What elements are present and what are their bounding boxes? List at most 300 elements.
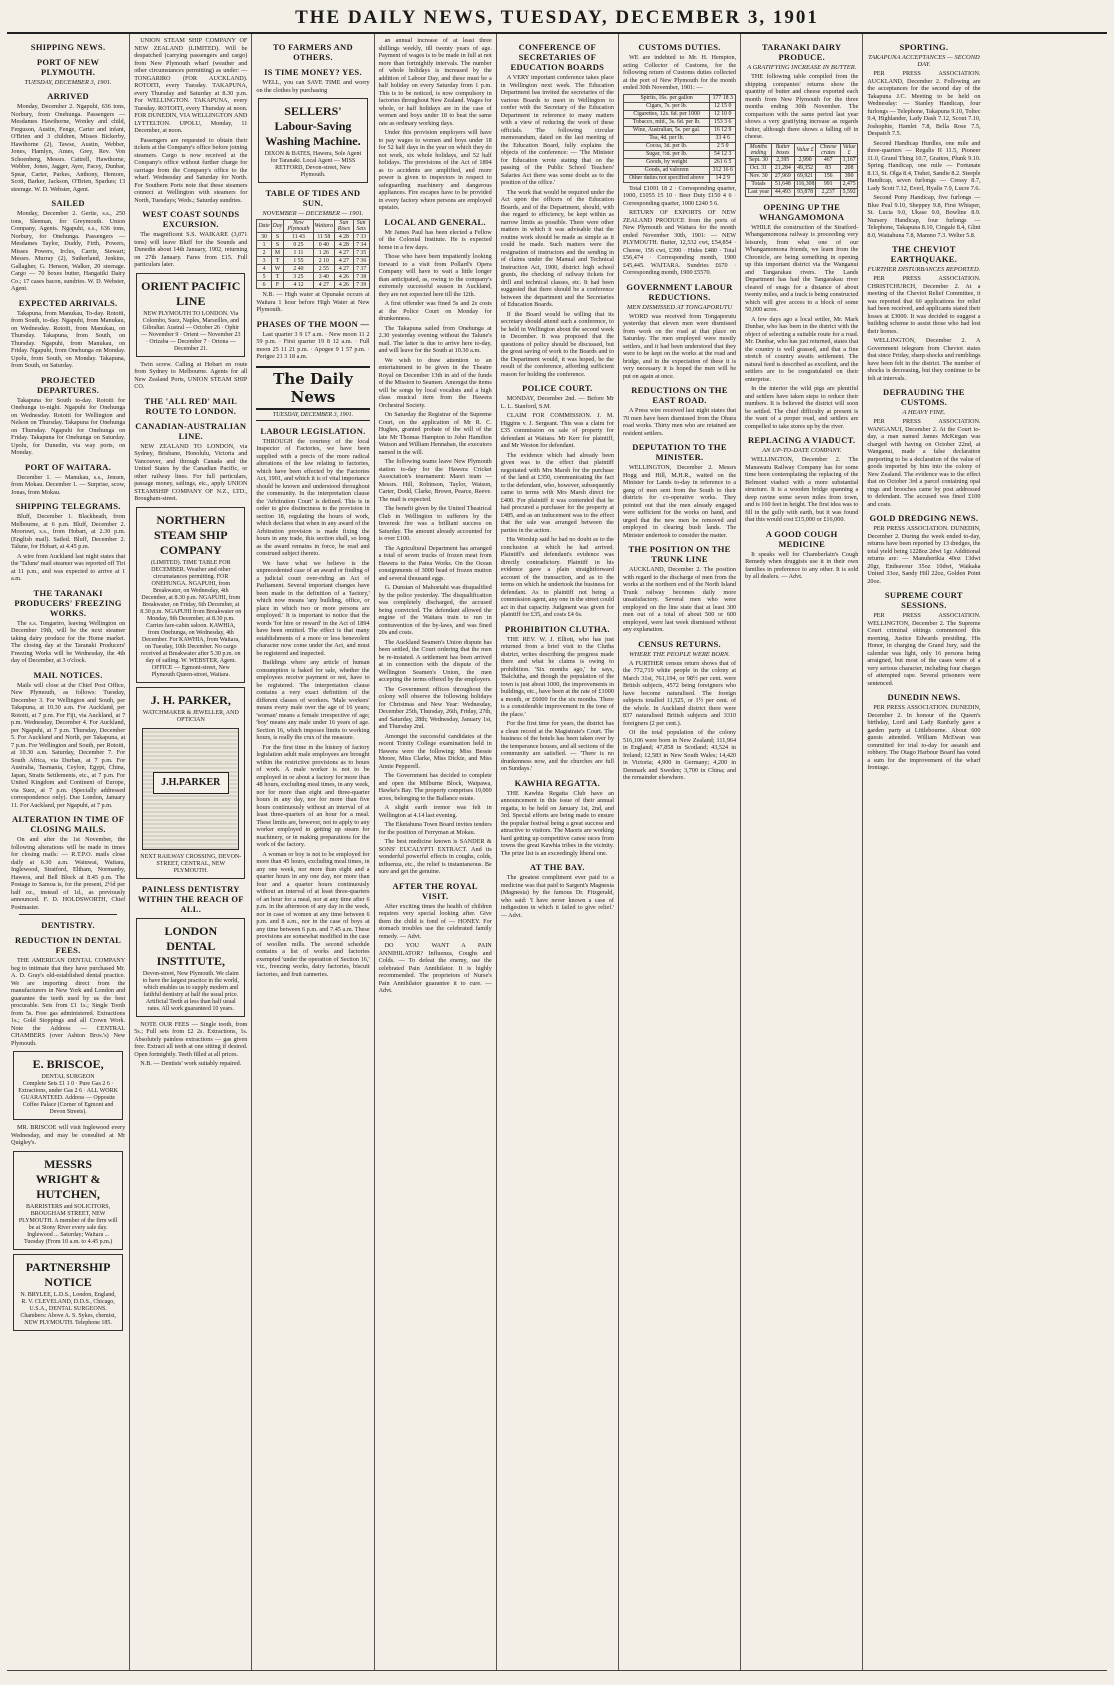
ad-body: DIXON & BATES, Hawera, Sole Agent for Taranaki. Local Agent — MISS RETFORD, Devon-street, New Plymouth. [264, 151, 362, 178]
table-cell: 30 [257, 233, 271, 241]
article-text: PER PRESS ASSOCIATION. DUNEDIN, December 2. In honour of the Queen's birthday, Lord and Lady Ranfurly gave a garden party at Littlebourne. About 600 guests attended. William McEwan was committed for trial to-day for assault and robbery. The Otago Harbour Board has voted a sum for the improvement of the wharf frontage. [867, 704, 981, 771]
section-heading: THE TARANAKI PRODUCERS' FREEZING WORKS. [14, 587, 122, 618]
article-text: WELLINGTON, December 2. A Government telegram from Cheviot states that since Friday, sharp shocks and rumblings have been felt in the district. The number of shocks is decreasing, but they continue to be felt at intervals. [867, 337, 981, 382]
table-cell: 2 5 0 [710, 142, 736, 150]
table-header-cell: Sun Sets [353, 220, 369, 233]
section-heading: ALTERATION IN TIME OF CLOSING MAILS. [12, 814, 125, 834]
table-cell: W [271, 265, 284, 273]
table-cell: 14 2 9 [710, 174, 736, 182]
table-cell: 3 40 [313, 273, 334, 281]
table-cell: Oct. 31 [746, 164, 772, 172]
article-text: N.B. — High water at Opunake occurs at Waitara 1 hour before High Water at New Plymouth. [256, 291, 370, 313]
article-text: The Auckland Seamen's Union dispute has been settled, the Court ordering that the men be re-instated. A settlement has been arrived at in connection with the dispute of the Wellington Seamen's Union, the men accepting the terms offered by the employers. [378, 638, 492, 683]
article-text: Last quarter 3 9 17 a.m. · New moon 11 2 59 p.m. · First quarter 19 8 12 a.m. · Full moon 25 11 21 p.m. · Apogee 9 1 57 p.m. · Perigee 21 3 18 a.m. [256, 330, 370, 360]
ad-title: MESSRS WRIGHT & HUTCHEN, [35, 1156, 101, 1201]
table-cell: 208 [840, 164, 857, 172]
section-heading: GOVERNMENT LABOUR REDUCTIONS. [626, 281, 733, 302]
table-cell: 4 26 [335, 273, 354, 281]
article-text: WELL, you can SAVE TIME and worry on the clothes by purchasing [256, 79, 370, 94]
article-text: Second Pony Handicap, five furlongs — Blue Peal 9.10, Sheppey 9.8, First Whisper, St. Lucia 9.0, Ukase 9.0, Bowline 8.9. Nursery Handicap, four furlongs — Telephone, Takapuna 8.10, Cingale 8.4, Glint 8.0, Waitahuna 7.8, Mamno 7.3. Welter 5.8. [867, 194, 981, 239]
column-5 [496, 34, 618, 1670]
section-heading: THE POSITION ON THE TRUNK LINE [628, 544, 731, 564]
article-text: A slight earth tremor was felt in Wellington at 4.14 last evening. [378, 804, 492, 819]
ad-title: LONDON DENTAL INSTITUTE, [156, 923, 225, 968]
article-text: The greatest compliment ever paid to a medicine was that paid to Sargent's Magnesia (Magnesia) by the famous Dr. Fitzgerald, who said: 'I have never known a case of indigestion in which it failed to give relief.' — Advt. [500, 874, 614, 919]
table-cell: 1 26 [313, 249, 334, 257]
tide-row [257, 249, 369, 257]
section-heading: ARRIVED [47, 91, 89, 101]
article-text: G. Dunstan of Mahoetahi was disqualified by the police yesterday. The disqualification was completely discharged, the accused being convicted. The defendant allowed the engine of the Waitara train to run in contravention of the by-laws, and was fined 20s and costs. [378, 584, 492, 636]
duty-row [623, 134, 735, 142]
table-cell: S [271, 233, 284, 241]
article-text: WE are indebted to Mr. H. Hempton, acting Collector of Customs, for the following return of Customs duties collected at the port of New Plymouth for the month ended 30th November, 1901: — [622, 54, 737, 91]
table-cell: 0 25 [284, 241, 313, 249]
table-cell: M [271, 249, 284, 257]
table-header-cell: Cheese crates [816, 143, 841, 156]
shop-sign: J.H.PARKER [153, 772, 229, 794]
table-cell: 11 58 [313, 233, 334, 241]
section-heading: KAWHIA REGATTA. [514, 777, 601, 788]
table-cell: 4 27 [335, 265, 354, 273]
section-heading: SHIPPING TELEGRAMS. [15, 501, 121, 511]
table-cell: 2 [257, 249, 271, 257]
section-heading: AT THE BAY. [529, 862, 585, 872]
table-cell: T [271, 273, 284, 281]
section-heading: TABLE OF TIDES AND SUN. [265, 188, 361, 208]
table-cell: 7 33 [353, 233, 369, 241]
ad-body: BROUGHAM STREET, NEW PLYMOUTH. A member of the firm will be at Stony River every sale day. Inglewood ... Saturday; Waitara ... Tuesday (From 10 a.m. to 4.45 p.m.) [18, 1210, 118, 1245]
ad-body: Devon-street, New Plymouth. We claim to have the largest practice in the world, which enables us to supply modern and faithful dentistry at half the usual price. Artificial Teeth at less than half usual rates. All work guaranteed 10 years. [142, 970, 239, 1012]
section-heading: CUSTOMS DUTIES. [638, 42, 721, 52]
section-heading: TARANAKI DAIRY PRODUCE. [761, 42, 842, 62]
article-text: MONDAY, December 2nd. — Before Mr L. L. Stanford, S.M. [500, 395, 614, 410]
ad-title: NORTHERN STEAM SHIP COMPANY [153, 512, 228, 557]
article-text: A first offender was fined 5s and 2s costs at the Police Court on Monday for drunkenness. [378, 300, 492, 322]
table-cell: 49,352 [794, 164, 816, 172]
table-cell: Goods, by weight [623, 158, 709, 166]
table-cell: Tea, 4d. per lb. [623, 134, 709, 142]
duty-row [623, 158, 735, 166]
article-text: RETURN OF EXPORTS OF NEW ZEALAND PRODUCE from the ports of New Plymouth and Waitara for the month ended November 30th, 1901: — NEW PLYMOUTH. Butter, 12,532 cwt, £54,854 · Cheese, 156 cwt, £390 · Hides £480 · Total £56,474 · Corresponding month, 1900 £45,445. WAITARA. Sundries £670 · Corresponding month, 1900 £5570. [622, 209, 737, 276]
section-subheading: TAKAPUNA ACCEPTANCES — SECOND DAY. [868, 54, 980, 68]
table-cell: 261 6 5 [710, 158, 736, 166]
tide-row [257, 257, 369, 265]
article-text: If the Board would be willing that its secretary should attend such a conference, to be held in Wellington about the second week in December. It was proposed that the questions of policy should be discussed, but the great saving of work to the Boards and to the Department would, it was hoped, be the result of the conference, affording sufficient reason for holding the conference. [500, 310, 614, 378]
table-header-cell: Value £ [794, 143, 816, 156]
customs-duties-body [623, 94, 735, 182]
shopfront-illustration [142, 728, 239, 850]
table-cell: 991 [816, 180, 841, 188]
table-cell: 156 [816, 172, 841, 180]
table-cell: 153 3 6 [710, 118, 736, 126]
ad-title: ORIENT PACIFIC LINE [141, 278, 241, 308]
article-text: It speaks well for Chamberlain's Cough Remedy when druggists use it in their own families in preference to any other. It is sold by all dealers. — Advt. [745, 550, 859, 580]
article-text: NOTE OUR FEES — Single tooth, from 5s.; Full sets from £2 2s. Extractions, 1s. Absolutely painless extractions — gas given free. Extract all teeth at one sitting if desired. Open fortnightly. Teeth filled at all prices. [134, 1020, 248, 1058]
section-heading: LOCAL AND GENERAL. [384, 216, 486, 227]
table-cell: 7 34 [353, 241, 369, 249]
ad-body: NEW PLYMOUTH TO LONDON. Via Colombo, Suez, Naples, Marseilles, and Gibraltar. Austral — October 26 · Ophir — November 9 · Orient — November 23 · Orizaba — December 7 · Ortona — December 21. [141, 310, 241, 352]
newspaper-nameplate: The Daily News [256, 366, 369, 410]
columns [7, 34, 1107, 1671]
advertisement [258, 98, 367, 183]
tide-row [257, 233, 369, 241]
dairy-row [746, 164, 858, 172]
duty-row [623, 118, 735, 126]
duty-row [623, 110, 735, 118]
article-text: PER PRESS ASSOCIATION. AUCKLAND, December 2. Following are the acceptances for the second day of the Takapuna J.C. Meeting to be held on Wednesday: — Stanley Handicap, four furlongs — Telephone, Takapuna 9.10, Toltec 9.4, Highlander, Lady Dash 7.12, Scout 7.10, Joshophie, Hamlet 7.8, Bella Rose 7.5, Despatch 7.5. [867, 70, 981, 137]
section-heading: REDUCTIONS ON THE EAST ROAD. [631, 385, 728, 405]
section-subheading: A HEAVY FINE. [902, 409, 946, 416]
table-cell: 177 18 3 [710, 94, 736, 102]
table-cell: 467 [816, 156, 841, 164]
article-text: Twin screw. Calling at Hobart en route from Sydney to Melbourne. Agents for all New Zealand Ports, UNION STEAM SHIP CO. [134, 360, 248, 390]
dairy-row [746, 180, 858, 188]
duty-row [623, 142, 735, 150]
table-cell: 4 28 [335, 241, 354, 249]
table-header-cell: Date [257, 220, 271, 233]
section-heading: LABOUR LEGISLATION. [260, 425, 366, 436]
article-text: an annual increase of at least three shillings weekly, till twenty years of age. Payment of wages is to be made in full at not more than fortnightly intervals. The number of whole holidays is increased by the addition of Labour Day, and these must be a half holiday on every Saturday from 1 p.m. This is to be noticed, is now compulsory in factories throughout New Zealand. Wages for whole, or half holidays are in the case of women and boys under 18 to beat the same rate as ordinary working days. [378, 37, 492, 127]
ad-body: (LIMITED). TIME TABLE FOR DECEMBER. Weather and other circumstances permitting. FOR ONEHUNGA. NGAPUHI, from Breakwater, on Wednesday, 4th December, at 8.30 p.m. NGAPUHI, from Breakwater, on Friday, 6th December, at 8.30 p.m. NGAPUHI from Breakwater on Monday, 9th December, at 8.30 p.m. Carries fare-cabin saloon. KAWHIA, from Onehunga, on Wednesday, 4th December. For KAWHIA, from Waitara, on Tuesday, 10th December. No cargo received at Breakwater after 5.30 p.m. on day of sailing. W. WEBSTER, Agent. OFFICE — Egmont-street, New Plymouth Queen-street, Waitara. [140, 559, 242, 678]
article-text: THE REV. W. J. Elliott, who has just returned from a brief visit to the Clutha district, writes describing the progress made there and what he claims is owing to prohibition. 'Six months ago,' he says, 'Balclutha, and though the population of the town is just about 1000, the improvements in buildings, etc., have been at the rate of £1000 a month, or £6000 for the six months. There is a considerable improvement in the tone of the place.' [500, 635, 614, 718]
column-2 [129, 34, 251, 1670]
article-text: Monday, December 2. Gertie, s.s., 250 tons, Sleeman, for Greymouth. Union Company, Agents. Ngapuhi, s.s., 636 tons, Norbury, for Onehunga. Passengers — Mesdames Taylor, Duddy, Firth, Powers, Misses Powers, Ircles, Carrie, Stewart; Messrs. Murray (2), Sutherland, Jenkins, Gallagher, G. Henson, Walker, 20 steerage. Cargo — 70 boxes butter, Hangatiki Dairy Co.; 17 cases bacon, sundries. W. D. Webster, Agent. [11, 210, 126, 292]
table-cell: 11 43 [284, 233, 313, 241]
article-text: DO YOU WANT A PAIN ANNIHILATOR? Influenza, Coughs and Colds. — To defeat the enemy, use the celebrated Pain Annihilator. It is highly recommended. The proprietors of Nurse's Pain Annihilator guarantee it to cure. — Advt. [378, 942, 492, 994]
table-cell: 4 26 [335, 281, 354, 289]
ad-subtitle: DENTAL SURGEON [41, 1074, 95, 1080]
table-cell: 83 [816, 164, 841, 172]
section-heading: SHIPPING NEWS. [30, 42, 106, 52]
table-header-cell: Butter boxes [771, 143, 794, 156]
article-date: TUESDAY, DECEMBER 3, 1901. [24, 79, 112, 86]
table-cell: 16 12 9 [710, 126, 736, 134]
table-cell: 7 38 [353, 273, 369, 281]
section-heading: GOLD DREDGING NEWS. [869, 513, 979, 523]
article-text: WELLINGTON, December 2. The Manawatu Railway Company has for some time been contemplating the replacing of the Belmont viaduct with a more substantial structure. It is a wooden bridge spanning a deep ravine some seven miles from town, and is 160 feet in height. The first idea was to fill in the gully with earth, but it was found that this would cost £15,000 or £16,000. [745, 456, 859, 523]
table-cell: 4 27 [335, 249, 354, 257]
article-text: MR. BRISCOE will visit Inglewood every Wednesday, and may be consulted at Mr Quigley's. [11, 1124, 126, 1146]
section-heading: REDUCTION IN DENTAL FEES. [15, 935, 122, 955]
advertisement [13, 1254, 123, 1331]
article-text: A woman or boy is not to be employed for more than 45 hours, excluding meal times, in any one week, nor more than eight and a quarter hours in any one day, nor more than four and a quarter hours continuously without an interval of at least three-quarters of an hour for a meal, nor at any time after 6 p.m. in the afternoon of any day in the week, nor in case of women at any time between 6 p.m. and 8 a.m., nor in the case of boys at any time between 6 p.m. and 7.45 a.m. These provisions are somewhat modified in the case of woollen mills. The second schedule contains a list of works and factories exempted 'under the operation of Section 16,' viz., freezing works, dairy factories, biscuit factories, and fruit canneries. [256, 850, 370, 978]
section-heading: DEFRAUDING THE CUSTOMS. [883, 387, 965, 407]
table-cell: 4 27 [313, 281, 334, 289]
table-cell: 51,648 [771, 180, 794, 188]
table-cell: 2,990 [794, 156, 816, 164]
tide-table [256, 219, 369, 289]
article-text: THE AMERICAN DENTAL COMPANY beg to intimate that they have purchased Mr. A. D. Gray's old-established dental practice. We are importing direct from the manufacturers in New York and London and guarantee the teeth used by us the best procurable. Sets from £1 1s.; Single Tooth from 5s. Free gas administered. Extractions 1s.; Gold Stoppings and all Crown Work. Note the Address — CENTRAL CHAMBERS (over Ashton Bros.'s) New Plymouth. [11, 957, 126, 1047]
dairy-produce-table [745, 143, 858, 197]
section-heading: A GOOD COUGH MEDICINE [765, 528, 838, 549]
article-text: Mr James Paul has been elected a Fellow of the Colonial Institute. He is expected home in a few days. [378, 228, 492, 251]
table-header-cell: Months ending [746, 143, 772, 156]
table-cell: 3 [257, 257, 271, 265]
table-header-cell: Value £ [840, 143, 857, 156]
article-text: We wish to draw attention to an entertainment to be given in the Theatre Royal on December 13th in aid of the funds of the Mission to Seamen. Amongst the items will be songs by local vocalists and a high class musical item from the Hawera Orchestral Society. [378, 356, 492, 409]
table-cell: 69,921 [794, 172, 816, 180]
tide-row [257, 265, 369, 273]
section-heading: SAILED [51, 198, 85, 208]
table-cell: 1 11 [284, 249, 313, 257]
advertisement [13, 1151, 123, 1250]
section-heading: PROHIBITION CLUTHA. [504, 623, 610, 634]
section-heading: OPENING UP THE WHANGAMOMONA [759, 201, 845, 222]
section-heading: DUNEDIN NEWS. [887, 692, 961, 702]
article-text: Takapuna, from Manukau, To-day. Rotoiti, from South, to-day. Ngapuhi, from Manukau, on Wednesday. Rotoiti, from Manukau, on Thursday. Takapuna, from South, on Thursday. Ngapuhi, from Manukau, on Friday. Ngapuhi, from Onehunga on Monday. Upolu, from South, on Monday. Takapuna, from South, on Saturday. [11, 309, 126, 369]
article-text: CLAIM FOR COMMISSION. J. M. Higgins v. J. Sergeant. This was a claim for £35 commission on sale of property for defendant at Waitara. Mr Kerr for plaintiff, and Mr Weston for defendant. [500, 412, 614, 449]
table-cell: Nov. 30 [746, 172, 772, 180]
customs-duties-table [623, 94, 736, 183]
divider [19, 914, 117, 915]
section-heading: PORT OF NEW PLYMOUTH. [36, 57, 100, 77]
table-cell: 7 39 [353, 281, 369, 289]
ad-body: N. BRYLEE, L.D.S., London, England, R. V. CLEVELAND, D.D.S., Chicago, U.S.A., DENTAL SURGEONS. Chambers: Above A. S. Sykes, chemist, NEW PLYMOUTH. Telephone 185. [20, 1291, 116, 1326]
article-text: The best medicine known is SANDER & SONS' EUCALYPTI EXTRACT. And its wonderful powerful effects in coughs, colds, influenza, etc., the relief is instantaneous. Be sure and get the genuine. [378, 838, 492, 875]
article-text: Takapuna for South to-day. Rotoiti for Onehunga to-night. Ngapuhi for Onehunga on Wednesday. Rotoiti for Wellington and Nelson on Thursday. Takapuna for Onehunga on Thursday. Ngapuhi for Onehunga on Friday. Takapuna for Onehunga on Saturday. Upolu, for Dunedin, via way ports, on Monday. [11, 396, 126, 456]
table-cell: 93,878 [794, 188, 816, 196]
column-4 [374, 34, 496, 1670]
table-cell: Last year [746, 188, 772, 196]
table-cell: 1,167 [840, 156, 857, 164]
article-text: Second Handicap Hurdles, one mile and three-quarters — Regalis II 11.5, Pioneer 11.0, Grand Thing 10.7, Gratton, Plunk 9.10. Spring Handicap, one mile — Fortunate 8.13, St. Olga 8.4, Tiuhei, Sandie 8.2. Steeple Handicap, seven furlongs — Cressy 8.7, Lady Scott 7.12, Everl, Hyalis 7.9, Lucre 7.6. [867, 139, 981, 192]
section-heading: CENSUS RETURNS. [638, 638, 721, 649]
table-header-cell: New Plymouth [284, 220, 313, 233]
ad-footer: NEXT RAILWAY CROSSING, DEVON-STREET, CENTRAL, NEW PLYMOUTH. [140, 853, 242, 874]
table-cell: 312 16 6 [710, 166, 736, 174]
table-cell: 21,284 [771, 164, 794, 172]
article-text: NEW ZEALAND TO LONDON, via Sydney, Brisbane, Honolulu, Victoria and Vancouver, and through Canada and the United States by the Canadian Pacific, or other railway lines. For full particulars, passage money, sailings, etc., apply UNION STEAMSHIP COMPANY OF N.Z., LTD., Brougham-street. [134, 442, 248, 502]
table-cell: Spirits, 16s. per gallon [623, 94, 709, 102]
article-text: Mails will close at the Chief Post Office, New Plymouth, as follows: Tuesday, December 3. For Wellington and South, per Takapuna, at 10.30 a.m. For Auckland, per Rotoiti, at 7 p.m. For Fiji, via Auckland, at 7 p.m. Wednesday, December 4. For Auckland, per Ngapuhi, at 7 p.m. Thursday, December 5. For Auckland and North, per Takapuna, at 7 p.m. For Wellington and South, per Rotoiti, at 10.30 a.m. Saturday, December 7. For South Africa, via Durban, at 7 p.m. For Australia, Tasmania, Ceylon, Egypt, China, Japan, Straits Settlements, etc., at 7 p.m. For United Kingdom and Continent of Europe, via Suez, at 7 p.m. (Specially addressed correspondence only). Due London, January 11. For Auckland, per Ngapuhi, at 7 p.m. [11, 681, 126, 809]
table-cell: Cigars, 7s. per lb. [623, 102, 709, 110]
ad-title: PARTNERSHIP NOTICE [25, 1259, 111, 1289]
table-subtitle: NOVEMBER — DECEMBER — 1901. [262, 210, 364, 217]
section-heading: AFTER THE ROYAL VISIT. [392, 880, 478, 901]
table-cell: Wine, Australian, 5s. per gal. [623, 126, 709, 134]
table-cell: 116,308 [795, 181, 815, 187]
section-subheading: MEN DISMISSED AT TONGAPORUTU [626, 303, 733, 311]
advertisement [136, 507, 245, 683]
duty-row [623, 150, 735, 158]
section-heading: DENTISTRY. [41, 920, 95, 930]
table-cell: Goods, ad valorem [623, 166, 709, 174]
tide-table-header [257, 220, 369, 233]
table-cell: Cocoa, 3d. per lb. [623, 142, 709, 150]
table-cell: Other duties not specified above [623, 174, 709, 182]
article-text: N.B. — Dentists' work suitably repaired. [140, 1060, 242, 1067]
section-heading: SUPREME COURT SESSIONS. [884, 590, 963, 610]
article-text: WHILE the construction of the Stratford-Whangamomona railway is proceeding very leisurely, from what one of our Whangamomona friends, we learn from the Chronicle, are being something in opening up this important district via the Wanganui and Tangarakau rivers. The Lands Department has had the Tangarakau river cleared of snags for a distance of about twenty miles, and a track is being constructed which will give access to a block of some 50,000 acres. [745, 223, 859, 313]
section-heading: REPLACING A VIADUCT. [747, 435, 856, 445]
section-heading: MAIL NOTICES. [33, 669, 103, 680]
tide-row [257, 281, 369, 289]
table-cell: 54 12 3 [710, 150, 736, 158]
duty-row [623, 166, 735, 174]
article-text: For the first time for years, the district has a clean record at the Magistrate's Court. The business of the hotels has been taken over by the temperance houses, and all sections of the community are satisfied. — 'There is no drunkenness now, and the churches are full on Sundays.' [500, 720, 614, 772]
section-heading: DEPUTATION TO THE MINISTER. [632, 442, 727, 462]
table-cell: 2 10 [313, 257, 334, 265]
table-cell: 2 55 [313, 265, 334, 273]
article-text: Of the total population of the colony 516,106 were born in New Zealand; 111,964 in England; 47,858 in Scotland; 43,524 in Ireland; 12,583 in New South Wales; 14,420 in Victoria; 4,900 in Germany; 4,200 in Denmark and Sweden; 3,700 in China; and the remainder elsewhere. [622, 729, 737, 781]
section-heading: CONFERENCE OF SECRETARIES OF EDUCATION BOARDS [510, 42, 605, 72]
table-cell: 6 [257, 281, 271, 289]
article-text: In the interior the wild pigs are plentiful and settlers have taken steps to reduce their numbers. It is believed the district will soon be settled. The chief difficulty at present is the want of a proper road, and settlers are compelled to take stores up by the river. [745, 385, 859, 430]
tide-table-body [257, 233, 369, 289]
table-cell: 7 37 [353, 265, 369, 273]
table-cell: 2 40 [284, 265, 313, 273]
table-cell: 44,493 [771, 188, 794, 196]
column-8 [862, 34, 984, 1670]
section-heading: THE CHEVIOT EARTHQUAKE. [890, 244, 958, 264]
table-cell: 4 12 [284, 281, 313, 289]
dairy-row [746, 172, 858, 180]
article-text: WELLINGTON, December 2. Messrs Hogg and Hill, M.H.R., waited on the Minister for Lands to-day in reference to a gang of men sent from the South to their districts for co-operative works. They pointed out that the men already engaged were sufficient for the works on hand, and urged that the new men be removed and employed in clearing bush lands. The Minister undertook to consider the matter. [622, 464, 737, 539]
section-heading: POLICE COURT. [522, 383, 593, 393]
section-heading: CANADIAN-AUSTRALIAN LINE. [135, 420, 247, 441]
article-text: Monday, December 2. Ngapuhi, 636 tons, Norbury, from Onehunga. Passengers — Mesdames Hawthorne, Wonley and child, Ferguson, Austin, Fenge, Carter and infant, O'Brien and 3 children, Misses Bickerby, Hawthorne (2), Tawse, Austin, Webber, Jones, Hamlyn, Ames, Grey, Rev. Von Schoenberg, Messrs. Cattrell, Hawthorne, Webber, Jones, Jagger, Ayre, Facey, Dunbar, Spear, Carter, Parkes, Anthony, Hemore, Scott, Barker, Jackson, O'Brien, Sparkes; 13 steerage. W. D. Webster, Agent. [11, 103, 126, 193]
dairy-row [746, 156, 858, 164]
table-cell: 4 28 [335, 233, 354, 241]
article-text: PER PRESS ASSOCIATION. CHRISTCHURCH, December 2. At a meeting of the Cheviot Relief Committee, it was reported that 60 applications for relief had been received, and applicants stated their losses at £3000. It was decided to suggest a building scheme to assist those who had lost their homes. [867, 275, 981, 335]
edition-date: TUESDAY, DECEMBER 3, 1901. [256, 412, 369, 421]
masthead-title: THE DAILY NEWS, TUESDAY, DECEMBER 3, 1901 [7, 6, 1107, 34]
ad-title: E. BRISCOE, [32, 1057, 104, 1071]
table-cell: 5 [257, 273, 271, 281]
article-text: The Agricultural Department has arranged a total of seven trucks of frozen meat from Hawera to the Patea Works. On the Ocean consignments of 3000 head of frozen mutton and several thousand eggs. [378, 544, 492, 582]
table-cell: Cigarettes, 12s. 6d. per 1000 [623, 110, 709, 118]
table-cell: 7 35 [353, 249, 369, 257]
advertisement [136, 273, 245, 357]
ad-subtitle: WATCHMAKER & JEWELLER, AND OPTICIAN [142, 709, 239, 723]
ad-body: Complete Sets £1 1 0 · Pure Gas 2 6 · Extractions, under Gas 2 6 · ALL WORK GUARANTEED. Address — Opposite Coffee Palace (Corner of Egmont and Devon Streets). [18, 1081, 118, 1115]
article-text: The following teams leave New Plymouth station to-day for the Hawera Cricket Association's tournament: Maori team — Messrs. Hill, Robinson, Taylor, Watson, Carter, Dodd, Clarke, Brown, Pearce, Reeve. The mail is expected. [378, 458, 492, 503]
table-cell: Tobacco, mfd., 3s. 6d. per lb. [623, 118, 709, 126]
newspaper-page [7, 6, 1107, 1672]
article-text: AUCKLAND, December 2. The position with regard to the discharge of men from the works at the northern end of the North Island Trunk railway becomes daily more unsatisfactory. Several men who were employed on the line state that at least 300 men out of a total of about 500 or 600 employed, were last week dismissed without any explanation. [622, 566, 737, 633]
table-header-cell: Sun Rises [335, 220, 354, 233]
section-subheading: WHERE THE PEOPLE WERE BORN. [629, 650, 730, 658]
section-subheading: A GRATIFYING INCREASE IN BUTTER. [747, 64, 857, 71]
article-text: Total £1091 18 2 · Corresponding quarter, 1900, £1055 15 10 · Beer Duty £150 4 6 · Corresponding quarter, 1900 £240 5 6. [622, 184, 737, 207]
column-1 [7, 34, 129, 1670]
column-3 [251, 34, 373, 1670]
table-cell: Sept. 30 [746, 156, 772, 164]
duty-row [623, 126, 735, 134]
table-header-cell: Day [271, 220, 284, 233]
section-heading: IS TIME MONEY? YES. [264, 67, 362, 77]
article-text: Amongst the successful candidates at the recent Trinity College examination held in Hawera were the following: Miss Bessie Moore, Miss Clarke, Miss Dickie, and Miss Annie Pepperell. [378, 732, 492, 770]
article-text: PER PRESS ASSOCIATION. DUNEDIN, December 2. During the week ended to-day, returns have been reported by 13 dredges, the total yield being 1228oz 2dwt 1gr. Additional returns are: — Manuherikia 40oz 13dwt 20gr, Endeavour 35oz 10dwt, Waikaka United 33oz, Sandy Hill 22oz, Golden Point 20oz. [867, 525, 981, 585]
article-text: WORD was received from Tongaporutu yesterday that eleven men were dismissed from work on the road at that place on Saturday. The men employed were mostly settlers, and it had been understood that they were to be kept on the works at the road and bridge, and in the expectation of these it is very necessary it is hoped the men will be put on again at once. [622, 312, 737, 380]
article-text: A wire from Auckland last night states that the 'Talune' mail steamer was reported off Tiri at 11 p.m., and was expected to arrive at 1 a.m. [11, 552, 126, 582]
article-text: The Eketahuna Town Board invites tenders for the position of Ferryman at Mokau. [378, 821, 492, 836]
section-heading: EXPECTED ARRIVALS. [18, 297, 118, 308]
article-text: The Takapuna sailed from Onehunga at 2.30 yesterday evening without the Talune's mail. The latter is due to arrive here to-day, and will leave for the South at 10.30 a.m. [378, 324, 492, 354]
table-cell: 7 36 [353, 257, 369, 265]
table-cell: T [271, 257, 284, 265]
tide-row [257, 273, 369, 281]
section-heading: THE 'ALL RED' MAIL ROUTE TO LONDON. [144, 395, 238, 416]
article-text: THE Kawhia Regatta Club have an announcement in this issue of their annual regatta, to be held on January 1st, 2nd, and 3rd. Special efforts are being made to ensure the popular festival being a great success and attractive to visitors. The Maoris are working hard getting up competitive canoe races from towns the great Kawhia tribes in the vicinity. The prize list is an exceedingly liberal one. [500, 789, 614, 857]
article-text: For the first time in the history of factory legislation adult male employees are brought within the restrictive provisions as to hours of work. A male worker is not to be employed in or about a factory for more than 48 hours, excluding meal times, in any week, nor for more than eight and three-quarter hours in any day, nor for more than five hours continuously without an interval of at least three-quarters of an hour for a meal. These limits are, however, not to apply to any worker employed in getting up steam for machinery, or in making preparations for the work of the factory. [256, 743, 370, 848]
table-cell: S [271, 241, 284, 249]
table-cell: 27,969 [771, 172, 794, 180]
section-heading: WEST COAST SOUNDS EXCURSION. [142, 209, 240, 229]
article-text: The benefit given by the United Theatrical Club in Wellington to sufferers by the Inveresk fire was a brilliant success on Saturday. The amount already accounted for is over £100. [378, 505, 492, 542]
duty-row [623, 174, 735, 182]
section-heading: TO FARMERS AND OTHERS. [273, 42, 353, 62]
article-text: After exciting times the health of children requires very special looking after. Give them the child is fond of — HONEY. For stomach troubles use the celebrated family remedy. — Advt. [378, 902, 492, 940]
ad-subtitle: BARRISTERS and SOLICITORS, [26, 1203, 111, 1210]
section-subheading: FURTHER DISTURBANCES REPORTED. [867, 266, 981, 273]
article-text: His Worship said he had no doubt as to the conclusion at which he had arrived. Plaintiff's and defendant's evidence was directly contradictory. Plaintiff in his evidence gave a plain straightforward account of the transaction, and as to the terms on which he undertook the business for defendant. As to plaintiff not being a commission agent, any one in the street could act in that capacity. Judgment was given for plaintiff for £35, and costs £4 6s. [500, 536, 614, 618]
dairy-row [746, 188, 858, 196]
article-text: The Government offices throughout the colony will observe the following holidays for Christmas and New Year: Wednesday, December 25th, Thursday, 26th, Friday, 27th, and Saturday, 28th; Wednesday, January 1st, and Thursday 2nd. [378, 685, 492, 730]
table-cell: Totals [746, 180, 772, 188]
article-text: We have what we believe is the unprecedented case of an award or finding of a judicial court over-riding an Act of Parliament. Several important changes have been made in the definition of a 'factory,' which now means 'any building, office, or place in which two or more persons are employed.' It is important to notice that the words 'for hire or reward' in the Act of 1894 have been omitted. The effect is that many establishments of a more or less benevolent character now come under the Act, and must be registered and inspected. [256, 559, 370, 657]
duty-row [623, 102, 735, 110]
article-text: A FURTHER census return shows that of the 772,719 white people in the colony at March 31st, 761,194, or 98½ per cent. were British subjects, 4572 being foreigners who have become naturalised. The foreign subjects totalled 11,525, or 1½ per cent. of the whole. In Auckland district there were 837 naturalised British subjects and 3310 foreigners (2 per cent.). [622, 659, 737, 727]
ad-title: J. H. PARKER, [150, 692, 231, 707]
article-text: UNION STEAM SHIP COMPANY OF NEW ZEALAND (LIMITED). Will be despatched (carrying passengers and cargo) from New Plymouth wharf (weather and other circumstances permitting) as under: — TONGARIRO (FOR AUCKLAND). ROTOITI, every Tuesday. TAKAPUNA, every Thursday and Saturday at 8.30 p.m. For WELLINGTON. TAKAPUNA, every Tuesday. ROTOITI, every Thursday at noon. FOR DUNEDIN, VIA WELLINGTON AND LYTTELTON. UPOLU, Monday, 11 December, at noon. [134, 37, 248, 134]
column-6 [618, 34, 740, 1670]
table-header-cell: Waitara [313, 220, 334, 233]
article-text: A Press wire received last night states that 70 men have been dismissed from the Ohura road works. Thirty men who are retained are resident settlers. [622, 407, 737, 437]
article-text: Those who have been impatiently looking forward to a visit from Pollard's Opera Company will have to wait a little longer than anticipated, as, owing to the company's extremely successful season in Auckland, they are not expected here till the 12th. [378, 253, 492, 298]
section-heading: PORT OF WAITARA. [25, 461, 112, 472]
dairy-table-body [746, 156, 858, 196]
article-text: Passengers are requested to obtain their tickets at the Company's office before joining steamers. Cargo is now received at the Company's office without further charge for carriage from the Company's office to the wharf. Wednesday and Saturday for North. For Southern Ports note that these steamers connect at Wellington with steamers for North, Tuesdays; Weds.; Saturday sundries. [134, 136, 248, 204]
table-cell: 3 25 [284, 273, 313, 281]
advertisement [136, 687, 245, 879]
tide-row [257, 241, 369, 249]
ad-title: SELLERS' Labour-Saving Washing Machine. [265, 104, 361, 148]
table-cell: 4 [257, 265, 271, 273]
table-cell: 1 55 [284, 257, 313, 265]
article-text: On Saturday the Registrar of the Supreme Court, on the application of Mr R. C. Hughes, granted probate of the will of the late Mr Thomas Hampton to John Hamilton Watson and William Hennahan, the executors named in the will. [378, 411, 492, 456]
table-cell: 33 4 6 [710, 134, 736, 142]
article-text: The magnificent S.S. WAIKARE (3,071 tons) will leave Bluff for the Sounds and Dunedin about 14th January, 1902, returning on 27th January. Fares from £15. Full particulars later. [134, 231, 248, 268]
dairy-table-header [746, 143, 858, 156]
table-cell: 2,395 [771, 156, 794, 164]
section-heading: SPORTING. [899, 42, 949, 52]
table-cell: 12 10 0 [710, 110, 736, 118]
table-cell: Sugar, ½d. per lb. [623, 150, 709, 158]
column-7 [740, 34, 862, 1670]
section-heading: PAINLESS DENTISTRY WITHIN THE REACH OF ALL. [137, 883, 244, 914]
article-text: THROUGH the courtesy of the local Inspector of Factories, we have been supplied with a precis of the more radical alterations of the law relating to factories, which have been effected by the Factories Act, 1901, and which it is of vital importance should be known and understood throughout the community. In the interpretation clause the 'Arbitration Court' is defined. This is in order to give distinctness to the provision in section 18, regulating the hours of work, which declares that when in any award of the Arbitration provision is made fixing the hours in any trade, this section shall, so long as the award remains in force, be read and construed subject thereto. [256, 437, 370, 557]
article-text: The work that would be required under the Act upon the officers of the Education Boards, and of the Department, should, with due regard to efficiency, be kept within as narrow limits as possible. There were other matters in which it was advisable that the routine work should be made as simple as it could be made. Such matters were the resignation of instructors and the sending in of claims under the Manual and Technical Instruction Act, 1900, district high school grants, the checking of railway tickets for drill and technical classes, etc. It had been suggested that there should be a conference between the department and the Secretaries of Education Boards. [500, 188, 614, 308]
article-text: PER PRESS ASSOCIATION. WANGANUI, December 2. At the Court to-day, a man named James McKirgan was charged with having on October 22nd, at Wanganui, made a false declaration purporting to be a declaration of the value of goods imported by him into the colony of New Zealand. The evidence was to the effect that on October 3rd a parcel containing opal rings and brooches came by post addressed to defendant. The accused was fined £100 and costs. [867, 418, 981, 508]
article-text: THE following table compiled from the shipping companies' returns show the quantity of butter and cheese exported each month from New Plymouth for the three months ending 30th November. The comparison with the same period last year shows a very gratifying increase as regards butter, although there shows a falling off in cheese. [745, 73, 859, 140]
table-cell: 4 27 [335, 257, 354, 265]
article-text: A few days ago a local settler, Mr. Mark Dunbar, who has been in the district with the object of selecting a suitable route for a road. Mr. Dunbar, who has just returned, states that the country is well grassed, and that a fine stretch of country awaits settlement. The natural feed is described as excellent, and the settlers are to be congratulated on their enterprise. [745, 315, 859, 383]
duty-row [623, 94, 735, 102]
table-cell: 390 [840, 172, 857, 180]
article-text: On and after the 1st November, the following alterations will be made in times for closing mails: — R.T.P.O. mails close daily at 6.30 a.m. Waiuwai, Waitara, Inglewood, Stratford, Eltham, Normanby, Hawera, and Bell Block at 8.45 p.m. The Postage to Samoa is, for the present, 2½d per half oz., instead of 1d., as previously announced. F. D. HOLDSWORTH, Chief Postmaster. [11, 836, 126, 911]
advertisement [13, 1051, 123, 1120]
table-cell: 2,237 [816, 188, 841, 196]
article-text: A VERY important conference takes place in Wellington next week. The Education Department has invited the secretaries of the various Boards to meet in Wellington to confer with the Secretary of the Education Department in reference to many matters with a view of reducing the work of these officials. The following circular memorandum, dated on the last meeting of the Education Board, fully explains the objects of the conference: — 'The Minister for Education wrote stating that on the passing of the Public School Teachers' Salaries Act there was some doubt as to the position of the office.' [500, 74, 614, 186]
article-text: Bluff, December 1. Blackheath, from Melbourne, at 6 p.m. Bluff, December 2. Mooruwi, s.s., from Hobart, at 2.30 p.m. (English mail). Sailed. Bluff, December 2. Talune, for Hobart, at 4.45 p.m. [11, 513, 126, 550]
article-text: December 1. — Manukau, s.s., Jensen, from Mokau. December 1. — Surprise, scow, Jonas, from Mokau. [11, 473, 126, 496]
table-cell: 2,475 [840, 180, 857, 188]
table-cell: 5,592 [840, 188, 857, 196]
section-heading: PHASES OF THE MOON — [256, 318, 370, 329]
article-text: The evidence which had already been given was to the effect that plaintiff negotiated with Mrs Marsh for the purchase of the land at £350, communicating the fact to the defendant, who, however, subsequently came to terms with Mrs Marsh direct for £400. For plaintiff it was contended that he had procured a purchaser for the property at £485, and as an inducement was to the effect that the sale was arranged between the parties in the action. [500, 451, 614, 534]
table-cell: 0 40 [313, 241, 334, 249]
